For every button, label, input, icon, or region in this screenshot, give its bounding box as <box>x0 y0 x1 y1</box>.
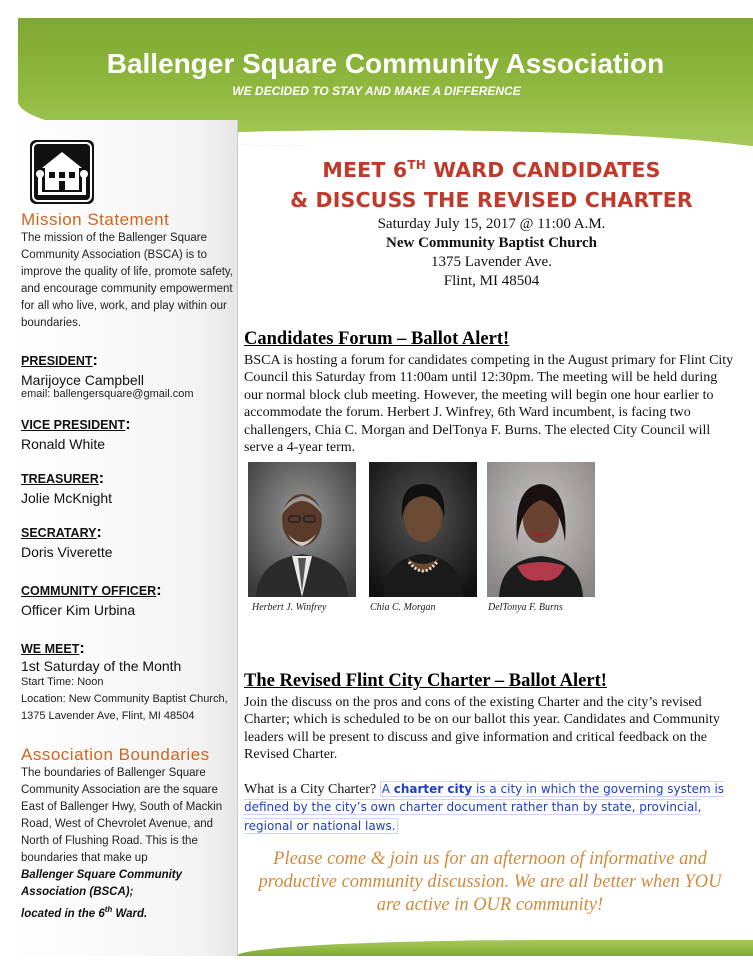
officer-name: Doris Viverette <box>21 544 113 560</box>
officer-vice-president: VICE PRESIDENT: Ronald White <box>21 416 233 452</box>
boundaries-title: Association Boundaries <box>21 745 210 764</box>
event-details <box>244 215 739 291</box>
officer-name: Officer Kim Urbina <box>21 602 136 618</box>
meeting-day: 1st Saturday of the Month <box>21 658 182 674</box>
officer-role: PRESIDENT <box>21 354 93 368</box>
officer-name: Ronald White <box>21 436 106 452</box>
house-icon <box>30 140 94 204</box>
candidate-photo-morgan <box>369 462 477 597</box>
footer-bar <box>237 940 753 956</box>
caption-morgan: Chia C. Morgan <box>370 602 436 613</box>
candidate-photo-burns <box>487 462 595 597</box>
org-title: Ballenger Square Community Association <box>106 48 665 79</box>
sidebar-content <box>21 210 233 923</box>
officer-role: VICE PRESIDENT <box>21 418 126 432</box>
officer-secretary: SECRATARY: Doris Viverette <box>21 524 233 560</box>
event-title: MEET 6TH WARD CANDIDATES & DISCUSS THE REVISED CHARTER <box>244 150 739 215</box>
caption-winfrey: Herbert J. Winfrey <box>252 602 327 613</box>
forum-text: BSCA is hosting a forum for candidates competing in the August primary for Flint City Council this Saturday from 11:00am until 12:30pm. The meeting will be held during our normal block club meeting. However, the meeting will begin one hour earlier to accommodate the forum. Herbert J. Winfrey, 6th Ward incumbent, is facing two challengers, Chia C. Morgan and DelTonya F. Burns. The elected City Council will serve a 4-year term. <box>244 352 734 456</box>
officer-role: SECRATARY <box>21 526 97 540</box>
candidate-photos <box>248 462 608 622</box>
meeting-info: WE MEET: 1st Saturday of the Month Start Time: Noon Location: New Community Baptist Church, 1375 Lavender Ave, Flint, MI 48504 <box>21 640 233 725</box>
charter-definition: What is a City Charter? A charter city is a city in which the governing system is defined by the city’s own charter document rather than by state, provincial, regional or national laws. <box>244 781 725 833</box>
event-date: Saturday July 15, 2017 @ 11:00 A.M. <box>377 215 606 232</box>
event-venue: New Community Baptist Church <box>386 234 597 251</box>
closing-message: Please come & join us for an afternoon of informative and productive community discussion. We are all better when YOU are active in OUR community! <box>258 849 722 915</box>
event-city: Flint, MI 48504 <box>443 272 540 289</box>
caption-burns: DelTonya F. Burns <box>488 602 563 613</box>
event-street: 1375 Lavender Ave. <box>431 253 552 270</box>
officer-president: PRESIDENT: Marijoyce Campbell email: ballengersquare@gmail.com <box>21 352 233 400</box>
candidate-photo-winfrey <box>248 462 356 597</box>
sidebar <box>14 120 238 956</box>
charter-text: Join the discuss on the pros and cons of the existing Charter and the city’s revised Charter; which is scheduled to be on our ballot this year. Candidates and Community leaders will be present to discuss and give information and critical feedback on the Revised Charter. <box>244 694 720 763</box>
mission-text: The mission of the Ballenger Square Community Association (BSCA) is to improve the quality of life, promote safety, and encourage community empowerment for all who live, work, and play within our boundaries. <box>21 232 233 329</box>
officer-name: Marijoyce Campbell <box>21 372 144 388</box>
event-subtitle: & DISCUSS THE REVISED CHARTER <box>290 187 693 212</box>
officer-role: TREASURER <box>21 472 99 486</box>
boundaries-assoc: Ballenger Square Community Association (BSCA); <box>21 869 183 898</box>
boundaries-ward: located in the 6th Ward. <box>21 905 148 920</box>
charter-definition-highlight: A charter city is a city in which the governing system is defined by the city’s own charter document rather than by state, provincial, regional or national laws. <box>244 781 725 833</box>
officer-community: COMMUNITY OFFICER: Officer Kim Urbina <box>21 582 233 618</box>
meeting-role: WE MEET <box>21 642 80 656</box>
officer-treasurer: TREASURER: Jolie McKnight <box>21 470 233 506</box>
meeting-location: Location: New Community Baptist Church, 1375 Lavender Ave, Flint, MI 48504 <box>21 693 228 722</box>
officer-role: COMMUNITY OFFICER <box>21 584 157 598</box>
meeting-time: Start Time: Noon <box>21 676 104 688</box>
officer-email: email: ballengersquare@gmail.com <box>21 388 194 400</box>
forum-headline: Candidates Forum – Ballot Alert! <box>244 328 510 349</box>
mission-title: Mission Statement <box>21 210 170 229</box>
boundaries-text: The boundaries of Ballenger Square Community Association are the square East of Ballenger Hwy, South of Mackin Road, West of Chevrolet Avenue, and North of Flushing Road. This is the boundaries that make up <box>21 767 223 864</box>
charter-headline: The Revised Flint City Charter – Ballot Alert! <box>244 670 607 691</box>
officer-name: Jolie McKnight <box>21 490 113 506</box>
tagline: WE DECIDED TO STAY AND MAKE A DIFFERENCE <box>232 84 521 98</box>
